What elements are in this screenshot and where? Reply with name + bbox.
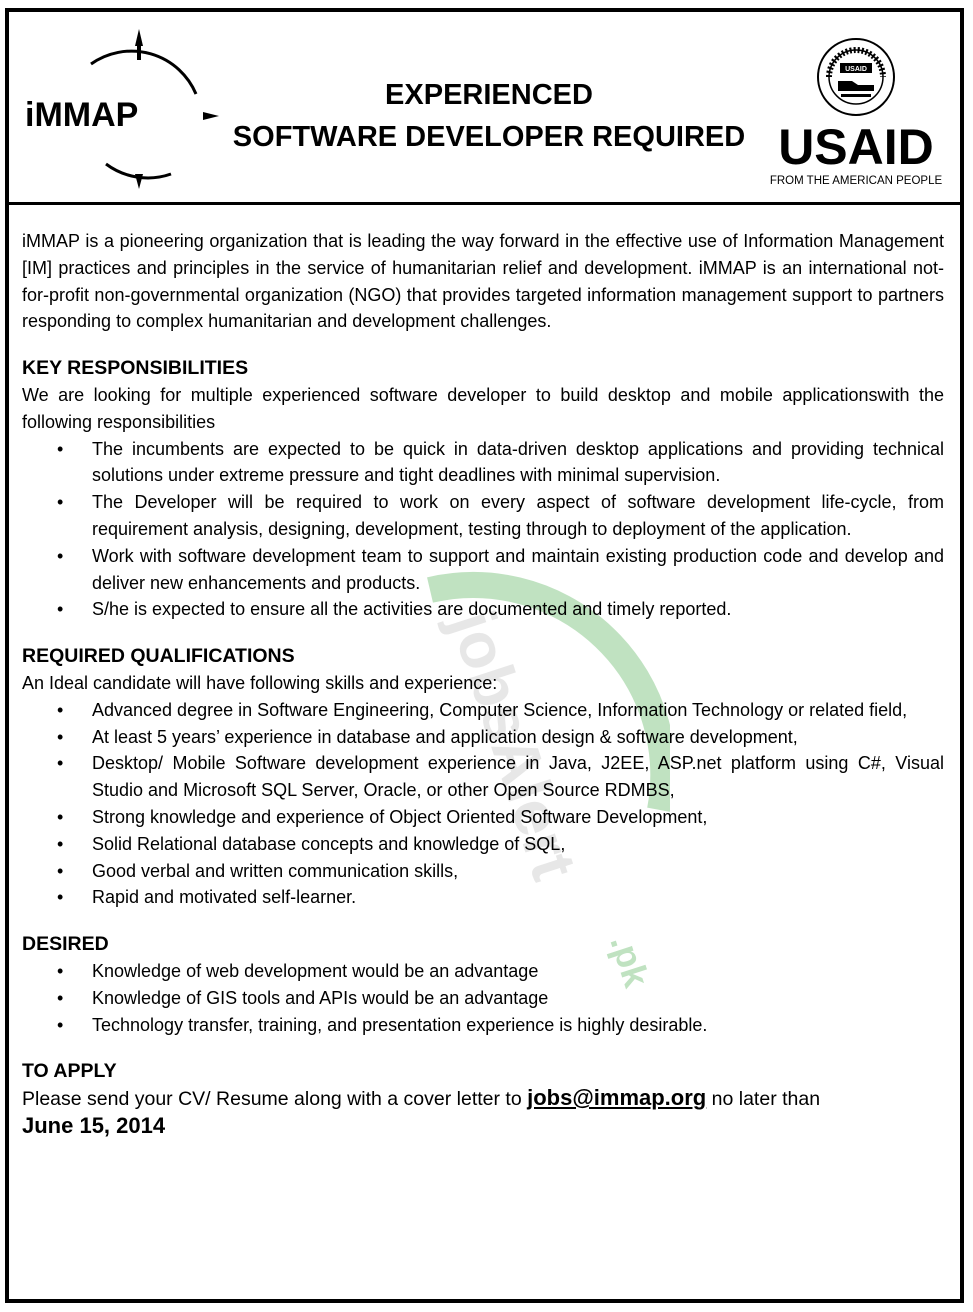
ad-title [229, 74, 749, 158]
apply-instructions [22, 1085, 944, 1113]
list-item: • Work with software development team to support and maintain existing production code and develop and deliver new enhancements and products. [92, 543, 944, 597]
usaid-logo [761, 37, 951, 197]
list-item: • Knowledge of GIS tools and APIs would be an advantage [92, 985, 944, 1012]
qualifications-heading: REQUIRED QUALIFICATIONS [22, 645, 295, 668]
list-item: • Advanced degree in Software Engineering, Computer Science, Information Technology or related field, [92, 697, 944, 724]
list-item: • Desktop/ Mobile Software development experience in Java, J2EE, ASP.net platform using C#, Visual Studio and Microsoft SQL Server, Oracle, or other Open Source RDMBS, [92, 750, 944, 804]
list-item: • Knowledge of web development would be an advantage [92, 958, 944, 985]
usaid-wordmark: USAID [778, 119, 934, 175]
svg-text:USAID: USAID [845, 66, 867, 73]
title-line-1: EXPERIENCED [385, 79, 593, 111]
responsibilities-lead: We are looking for multiple experienced software developer to build desktop and mobile applicationswith the following responsibilities [22, 384, 944, 432]
list-item: • Technology transfer, training, and presentation experience is highly desirable. [92, 1012, 944, 1039]
apply-text-after: no later than [706, 1088, 821, 1111]
list-item: • Strong knowledge and experience of Object Oriented Software Development, [92, 804, 944, 831]
apply-email-link[interactable]: jobs@immap.org [527, 1085, 707, 1111]
list-item: • At least 5 years’ experience in database and application design & software development, [92, 724, 944, 751]
ad-body [22, 228, 944, 1140]
svg-text:jobsAlert: jobsAlert [436, 602, 591, 889]
title-line-2: SOFTWARE DEVELOPER REQUIRED [232, 121, 746, 153]
list-item: • Rapid and motivated self-learner. [92, 884, 944, 911]
svg-text:.pk: .pk [602, 929, 658, 992]
list-item: • Solid Relational database concepts and knowledge of SQL, [92, 831, 944, 858]
usaid-tagline: FROM THE AMERICAN PEOPLE [769, 175, 943, 187]
responsibilities-list [22, 436, 944, 624]
immap-logo [21, 24, 221, 194]
qualifications-list [22, 697, 944, 911]
qualifications-lead: An Ideal candidate will have following skills and experience: [22, 672, 498, 693]
list-item: • S/he is expected to ensure all the activities are documented and timely reported. [92, 596, 944, 623]
list-item: • The Developer will be required to work on every aspect of software development life-cycle, from requirement analysis, designing, development, testing through to deployment of the application. [92, 489, 944, 543]
apply-deadline: June 15, 2014 [22, 1112, 166, 1138]
svg-text:iMMAP: iMMAP [25, 96, 139, 134]
desired-list [22, 958, 944, 1038]
apply-heading: TO APPLY [22, 1060, 117, 1083]
responsibilities-heading: KEY RESPONSIBILITIES [22, 357, 249, 380]
intro-paragraph: iMMAP is a pioneering organization that is leading the way forward in the effective use of Information Management [IM] practices and principles in the service of humanitarian relief and development. iMMAP is an international not-for-profit non-governmental organization (NGO) that provides targeted information management support to partners responding to complex humanitarian and development challenges. [22, 231, 944, 332]
ad-header [9, 12, 960, 205]
list-item: • Good verbal and written communication skills, [92, 858, 944, 885]
usaid-seal-icon [816, 37, 896, 117]
list-item: • The incumbents are expected to be quick in data-driven desktop applications and providing technical solutions under extreme pressure and tight deadlines with minimal supervision. [92, 436, 944, 490]
desired-heading: DESIRED [22, 933, 109, 956]
apply-text-before: Please send your CV/ Resume along with a cover letter to [22, 1088, 528, 1111]
